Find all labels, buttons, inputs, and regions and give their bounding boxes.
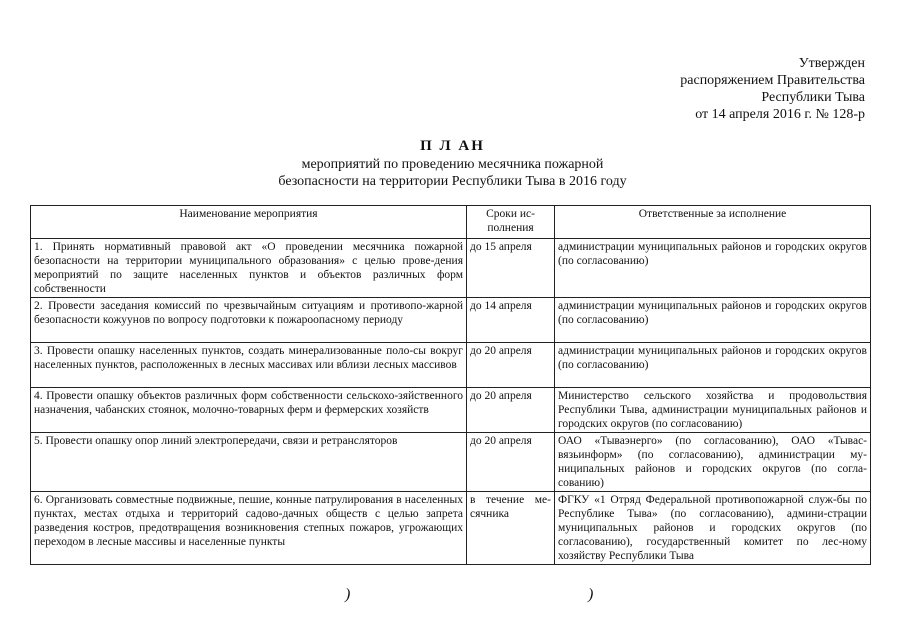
header-name: Наименование мероприятия xyxy=(31,206,467,239)
cell-responsible: Министерство сельского хозяйства и продовольствия Республики Тыва, администрации муниципальных районов и городских округов (по согласованию) xyxy=(555,388,871,433)
cell-responsible: ОАО «Тываэнерго» (по согласованию), ОАО «Тывас-вязьинформ» (по согласованию), администрации му-ниципальных районов и городских округов (по согла-сованию) xyxy=(555,433,871,492)
cell-terms: до 20 апреля xyxy=(467,433,555,492)
document-title: П Л АН xyxy=(420,138,485,154)
bottom-mark-right: ) xyxy=(588,586,594,603)
header-responsible: Ответственные за исполнение xyxy=(555,206,871,239)
cell-name: 1. Принять нормативный правовой акт «О проведении месячника пожарной безопасности на территории муниципального образования» с целью прове-дения мероприятий по защите населенных пунктов и объектов различных форм собственности xyxy=(31,239,467,298)
header-terms: Сроки ис-полнения xyxy=(467,206,555,239)
cell-name: 6. Организовать совместные подвижные, пешие, конные патрулирования в населенных пунктах, местах отдыха и территорий садово-дачных обществ с целью запрета разведения костров, предотвращения возникновения степных пожаров, угрожающих переходом в лесные массивы и населенные пункты xyxy=(31,492,467,565)
cell-responsible: администрации муниципальных районов и городских округов (по согласованию) xyxy=(555,298,871,343)
cell-name: 5. Провести опашку опор линий электропередачи, связи и ретрансляторов xyxy=(31,433,467,492)
cell-name: 3. Провести опашку населенных пунктов, создать минерализованные поло-сы вокруг населенных пунктов, расположенных в лесных массивах или вблизи лесных массивов xyxy=(31,343,467,388)
table-row xyxy=(31,388,871,433)
table-row xyxy=(31,343,871,388)
approval-block xyxy=(680,55,865,123)
subtitle-line-1: мероприятий по проведению месячника пожарной xyxy=(301,157,604,172)
approval-line-2: распоряжением Правительства xyxy=(680,73,865,88)
table-row xyxy=(31,433,871,492)
cell-terms: в течение ме-сячника xyxy=(467,492,555,565)
cell-responsible: администрации муниципальных районов и городских округов (по согласованию) xyxy=(555,343,871,388)
cell-terms: до 15 апреля xyxy=(467,239,555,298)
cell-responsible: ФГКУ «1 Отряд Федеральной противопожарной служ-бы по Республике Тыва» (по согласованию), админи-страции муниципальных районов и городских округов (по согласованию), государственный комитет по лес-ному хозяйству Республики Тыва xyxy=(555,492,871,565)
plan-table xyxy=(30,205,871,565)
table-row xyxy=(31,492,871,565)
cell-responsible: администрации муниципальных районов и городских округов (по согласованию) xyxy=(555,239,871,298)
subtitle-line-2: безопасности на территории Республики Тыва в 2016 году xyxy=(278,174,627,189)
table-row xyxy=(31,298,871,343)
bottom-mark-left: ) xyxy=(345,586,351,603)
approval-line-4: от 14 апреля 2016 г. № 128-р xyxy=(695,107,865,122)
approval-line-1: Утвержден xyxy=(798,56,865,71)
cell-name: 2. Провести заседания комиссий по чрезвычайным ситуациям и противопо-жарной безопасности кожуунов по вопросу подготовки к пожароопасному периоду xyxy=(31,298,467,343)
table-header-row xyxy=(31,206,871,239)
document-subtitle xyxy=(0,156,905,190)
cell-terms: до 20 апреля xyxy=(467,343,555,388)
cell-terms: до 14 апреля xyxy=(467,298,555,343)
table-row xyxy=(31,239,871,298)
cell-name: 4. Провести опашку объектов различных форм собственности сельскохо-зяйственного назначения, чабанских стоянок, молочно-товарных ферм и фермерских хозяйств xyxy=(31,388,467,433)
approval-line-3: Республики Тыва xyxy=(761,90,865,105)
cell-terms: до 20 апреля xyxy=(467,388,555,433)
